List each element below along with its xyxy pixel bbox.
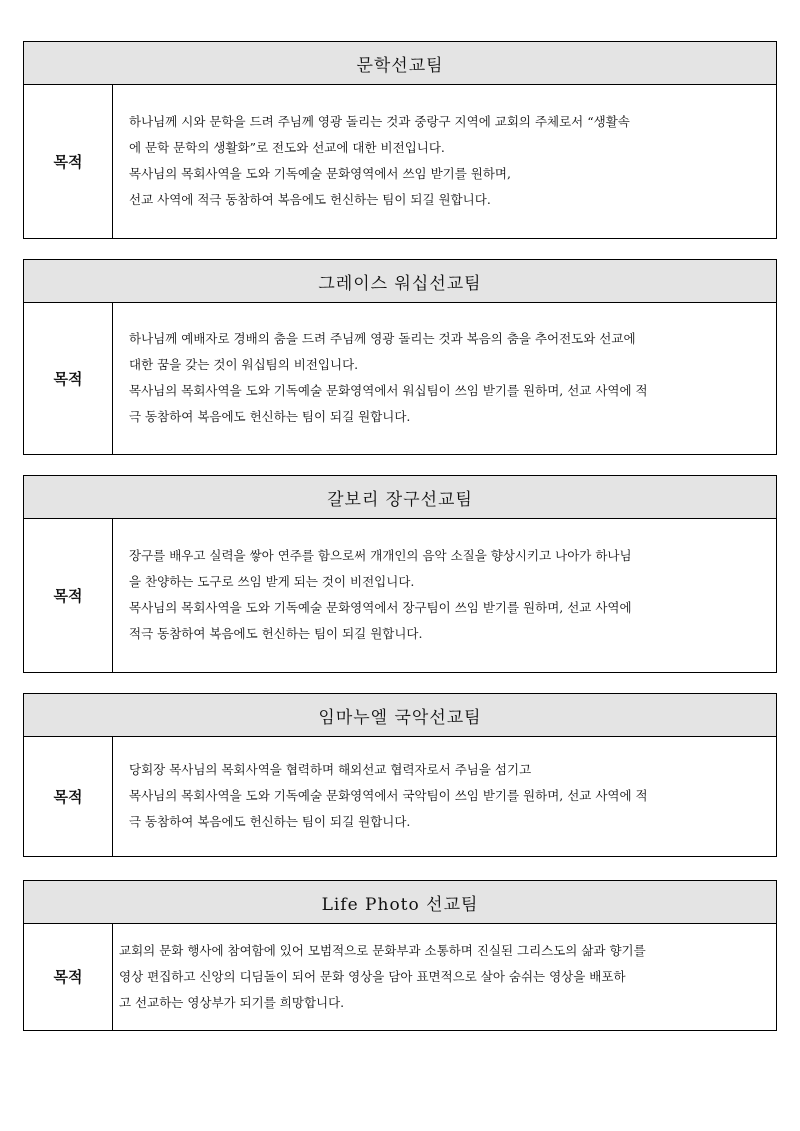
purpose-line: 목사님의 목회사역을 도와 기독예술 문화영역에서 장구팀이 쓰임 받기를 원하며, 선교 사역에 [129, 600, 632, 616]
team-body [24, 303, 776, 454]
team-table-grace-worship [23, 259, 777, 455]
team-table-life-photo [23, 880, 777, 1031]
purpose-line: 장구를 배우고 실력을 쌓아 연주를 함으로써 개개인의 음악 소질을 향상시키고 나아가 하나님 [129, 548, 632, 564]
team-title: 그레이스 워십선교팀 [24, 260, 776, 303]
purpose-line: 교회의 문화 행사에 참여함에 있어 모범적으로 문화부과 소통하며 진실된 그리스도의 삶과 향기를 [119, 942, 646, 958]
purpose-text [113, 85, 776, 238]
purpose-line: 에 문학 문학의 생활화”로 전도와 선교에 대한 비전입니다. [129, 140, 445, 156]
purpose-line: 하나님께 시와 문학을 드려 주님께 영광 돌리는 것과 중랑구 지역에 교회의 주체로서 “생활속 [129, 114, 630, 130]
purpose-text [113, 737, 776, 856]
purpose-line: 영상 편집하고 신앙의 디딤돌이 되어 문화 영상을 담아 표면적으로 살아 숨쉬는 영상을 배포하 [119, 968, 626, 984]
purpose-line: 목사님의 목회사역을 도와 기독예술 문화영역에서 쓰임 받기를 원하며, [129, 166, 511, 182]
purpose-label: 목적 [24, 303, 113, 454]
purpose-label: 목적 [24, 924, 113, 1030]
purpose-line: 선교 사역에 적극 동참하여 복음에도 헌신하는 팀이 되길 원합니다. [129, 192, 491, 208]
team-table-literature [23, 41, 777, 239]
purpose-line: 극 동참하여 복음에도 헌신하는 팀이 되길 원합니다. [129, 409, 411, 425]
purpose-line: 당회장 목사님의 목회사역을 협력하며 해외선교 협력자로서 주님을 섬기고 [129, 762, 532, 778]
purpose-line: 하나님께 예배자로 경배의 춤을 드려 주님께 영광 돌리는 것과 복음의 춤을 추어전도와 선교에 [129, 331, 636, 347]
team-body [24, 85, 776, 238]
purpose-line: 목사님의 목회사역을 도와 기독예술 문화영역에서 워십팀이 쓰임 받기를 원하며, 선교 사역에 적 [129, 383, 648, 399]
purpose-text [113, 924, 776, 1030]
team-title: Life Photo 선교팀 [24, 881, 776, 924]
purpose-line: 목사님의 목회사역을 도와 기독예술 문화영역에서 국악팀이 쓰임 받기를 원하며, 선교 사역에 적 [129, 788, 648, 804]
purpose-line: 극 동참하여 복음에도 헌신하는 팀이 되길 원합니다. [129, 814, 411, 830]
team-body [24, 924, 776, 1030]
team-body [24, 737, 776, 856]
team-table-janggu [23, 475, 777, 673]
team-body [24, 519, 776, 672]
purpose-label: 목적 [24, 85, 113, 238]
purpose-text [113, 303, 776, 454]
purpose-line: 을 찬양하는 도구로 쓰임 받게 되는 것이 비전입니다. [129, 574, 415, 590]
team-title: 갈보리 장구선교팀 [24, 476, 776, 519]
purpose-line: 대한 꿈을 갖는 것이 워십팀의 비전입니다. [129, 357, 359, 373]
team-title: 임마누엘 국악선교팀 [24, 694, 776, 737]
purpose-text [113, 519, 776, 672]
purpose-line: 적극 동참하여 복음에도 헌신하는 팀이 되길 원합니다. [129, 626, 423, 642]
purpose-line: 고 선교하는 영상부가 되기를 희망합니다. [119, 994, 345, 1010]
team-title: 문학선교팀 [24, 42, 776, 85]
team-table-gugak [23, 693, 777, 857]
purpose-label: 목적 [24, 519, 113, 672]
purpose-label: 목적 [24, 737, 113, 856]
